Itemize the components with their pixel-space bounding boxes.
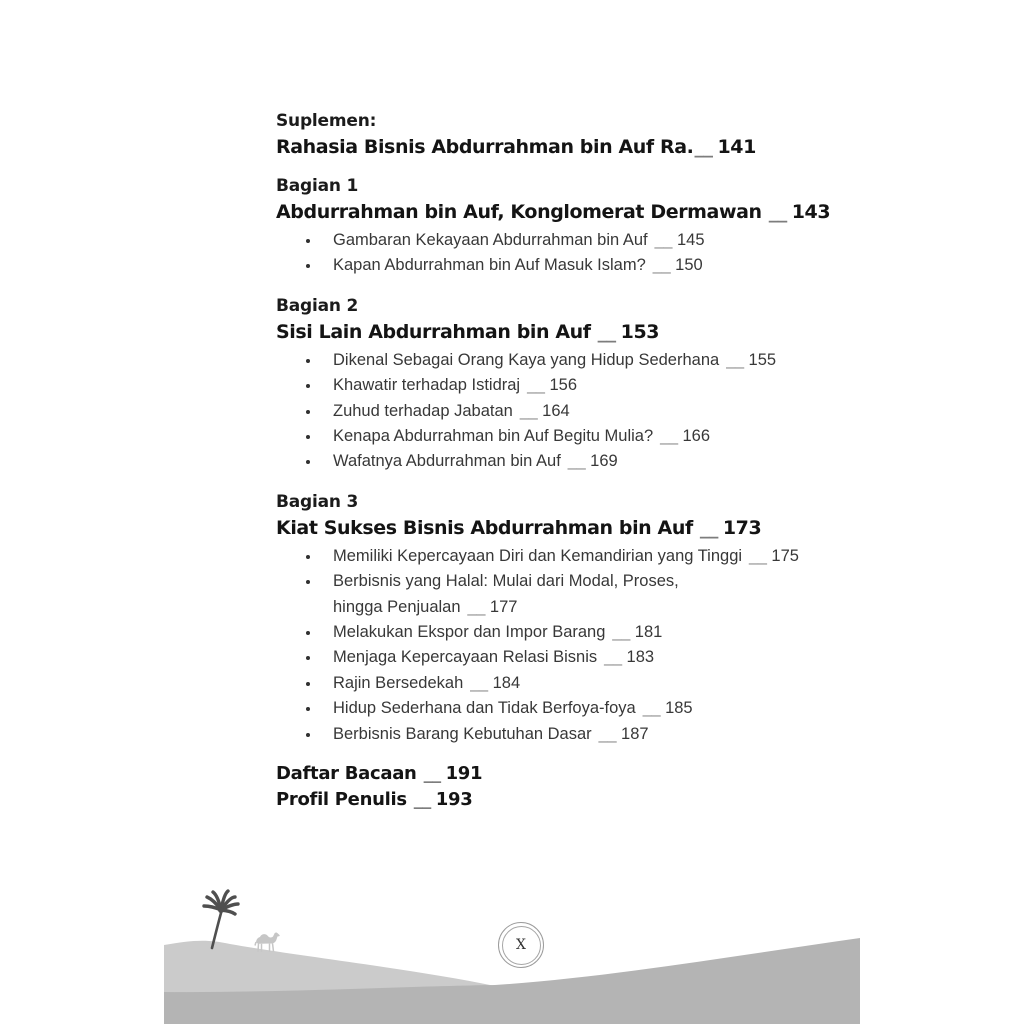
leader-line: __ xyxy=(652,256,671,275)
leader-line: __ xyxy=(413,789,431,811)
page-ref: 177 xyxy=(489,597,518,616)
toc-item xyxy=(276,722,836,747)
toc-item-label: Berbisnis yang Halal: Mulai dari Modal, Proses, xyxy=(333,572,679,591)
bullet-icon xyxy=(306,580,310,584)
page-ref: 173 xyxy=(722,516,762,539)
leader-line: __ xyxy=(423,763,441,785)
toc-entry-label: Daftar Bacaan xyxy=(276,763,417,785)
toc-closing-entry xyxy=(276,761,836,787)
toc-item xyxy=(276,373,836,398)
leader-line: __ xyxy=(694,136,713,158)
leader-line: __ xyxy=(660,427,678,446)
toc-item xyxy=(276,569,836,620)
toc-kicker: Bagian 1 xyxy=(276,176,359,196)
page-ref: 187 xyxy=(621,724,649,743)
leader-line: __ xyxy=(726,350,744,369)
bullet-icon xyxy=(306,359,310,363)
page-ref: 184 xyxy=(492,673,521,692)
toc-section-title xyxy=(276,319,836,345)
page-ref: 166 xyxy=(682,427,711,446)
toc-entry-label: Profil Penulis xyxy=(276,789,407,811)
toc-item xyxy=(276,424,836,449)
toc-item-label: Zuhud terhadap Jabatan xyxy=(333,401,513,420)
bullet-icon xyxy=(306,264,310,268)
toc-item xyxy=(276,399,836,424)
toc-supplement xyxy=(276,108,836,160)
toc-kicker: Bagian 3 xyxy=(276,491,359,512)
toc-item xyxy=(276,645,836,670)
toc-section-1 xyxy=(276,173,836,279)
page-ref: 181 xyxy=(634,623,663,642)
page-ref: 193 xyxy=(435,789,473,811)
leader-line: __ xyxy=(470,673,488,692)
leader-line: __ xyxy=(467,597,485,616)
page-ref: 169 xyxy=(590,452,618,471)
toc-kicker: Suplemen: xyxy=(276,111,377,131)
toc-section-title xyxy=(276,515,836,541)
toc-closing-entry xyxy=(276,787,836,813)
toc-item-label: Memiliki Kepercayaan Diri dan Kemandirian yang Tinggi xyxy=(333,546,743,565)
toc-kicker: Bagian 2 xyxy=(276,295,359,316)
toc-item-label: Kapan Abdurrahman bin Auf Masuk Islam? xyxy=(333,256,646,275)
toc-item-label: Hidup Sederhana dan Tidak Berfoya-foya xyxy=(333,699,636,718)
toc-item-label: Berbisnis Barang Kebutuhan Dasar xyxy=(333,724,592,743)
page-ref: 175 xyxy=(771,546,799,565)
leader-line: __ xyxy=(527,376,545,395)
toc-entry-label: Sisi Lain Abdurrahman bin Auf xyxy=(276,320,591,343)
toc-item-label: Rajin Bersedekah xyxy=(333,673,464,692)
page-ref: 143 xyxy=(791,201,831,223)
bullet-icon xyxy=(306,631,310,635)
page-ref: 164 xyxy=(542,401,570,420)
toc-entry-label: Kiat Sukses Bisnis Abdurrahman bin Auf xyxy=(276,516,693,539)
toc-item xyxy=(276,671,836,696)
toc-item-list xyxy=(276,544,836,747)
toc-item-label-wrap: hingga Penjualan xyxy=(333,597,461,616)
toc-item xyxy=(276,348,836,373)
toc-item xyxy=(276,544,836,569)
page-ref: 155 xyxy=(748,350,777,369)
toc-item xyxy=(276,620,836,645)
page-ref: 191 xyxy=(445,763,483,785)
leader-line: __ xyxy=(699,516,718,539)
toc-entry-label: Rahasia Bisnis Abdurrahman bin Auf Ra. xyxy=(276,136,694,158)
camel-icon xyxy=(255,933,280,952)
toc-item xyxy=(276,228,836,253)
toc-entry-title xyxy=(276,134,836,160)
bullet-icon xyxy=(306,384,310,388)
bullet-icon xyxy=(306,733,310,737)
toc-item-label: Melakukan Ekspor dan Impor Barang xyxy=(333,623,606,642)
bullet-icon xyxy=(306,410,310,414)
leader-line: __ xyxy=(597,320,616,343)
toc-closing-entries xyxy=(276,761,836,813)
toc-item xyxy=(276,449,836,474)
bullet-icon xyxy=(306,239,310,243)
toc-section-title xyxy=(276,199,836,225)
leader-line: __ xyxy=(768,201,787,223)
palm-tree-icon xyxy=(204,891,238,948)
bullet-icon xyxy=(306,555,310,559)
bullet-icon xyxy=(306,656,310,660)
page-number: X xyxy=(516,937,526,953)
toc-item-label: Menjaga Kepercayaan Relasi Bisnis xyxy=(333,648,598,667)
toc-item-list xyxy=(276,228,836,279)
toc-item-label: Dikenal Sebagai Orang Kaya yang Hidup Sederhana xyxy=(333,350,720,369)
toc-item xyxy=(276,696,836,721)
page-ref: 153 xyxy=(620,320,660,343)
toc-item xyxy=(276,253,836,278)
page-ref: 141 xyxy=(717,136,756,158)
page-ref: 156 xyxy=(549,376,577,395)
leader-line: __ xyxy=(642,699,661,718)
page-ref: 183 xyxy=(626,648,655,667)
book-page xyxy=(164,0,860,1024)
toc-entry-label: Abdurrahman bin Auf, Konglomerat Dermawan xyxy=(276,201,762,223)
leader-line: __ xyxy=(567,452,586,471)
toc-section-2 xyxy=(276,293,836,475)
leader-line: __ xyxy=(519,401,538,420)
toc-item-list xyxy=(276,348,836,475)
page-number-inner-ring xyxy=(502,926,541,965)
bullet-icon xyxy=(306,435,310,439)
page-ref: 150 xyxy=(675,256,703,275)
leader-line: __ xyxy=(654,231,672,249)
toc-item-label: Kenapa Abdurrahman bin Auf Begitu Mulia? xyxy=(333,427,654,446)
leader-line: __ xyxy=(612,623,630,642)
leader-line: __ xyxy=(604,648,622,667)
leader-line: __ xyxy=(598,724,617,743)
page-number-badge xyxy=(498,922,544,968)
toc-section-3 xyxy=(276,489,836,747)
leader-line: __ xyxy=(749,546,767,565)
bullet-icon xyxy=(306,460,310,464)
page-ref: 145 xyxy=(676,231,705,249)
bullet-icon xyxy=(306,682,310,686)
table-of-contents xyxy=(276,108,836,813)
toc-item-label: Gambaran Kekayaan Abdurrahman bin Auf xyxy=(333,231,648,249)
toc-item-label: Wafatnya Abdurrahman bin Auf xyxy=(333,452,561,471)
page-ref: 185 xyxy=(665,699,693,718)
toc-item-label: Khawatir terhadap Istidraj xyxy=(333,376,521,395)
bullet-icon xyxy=(306,707,310,711)
